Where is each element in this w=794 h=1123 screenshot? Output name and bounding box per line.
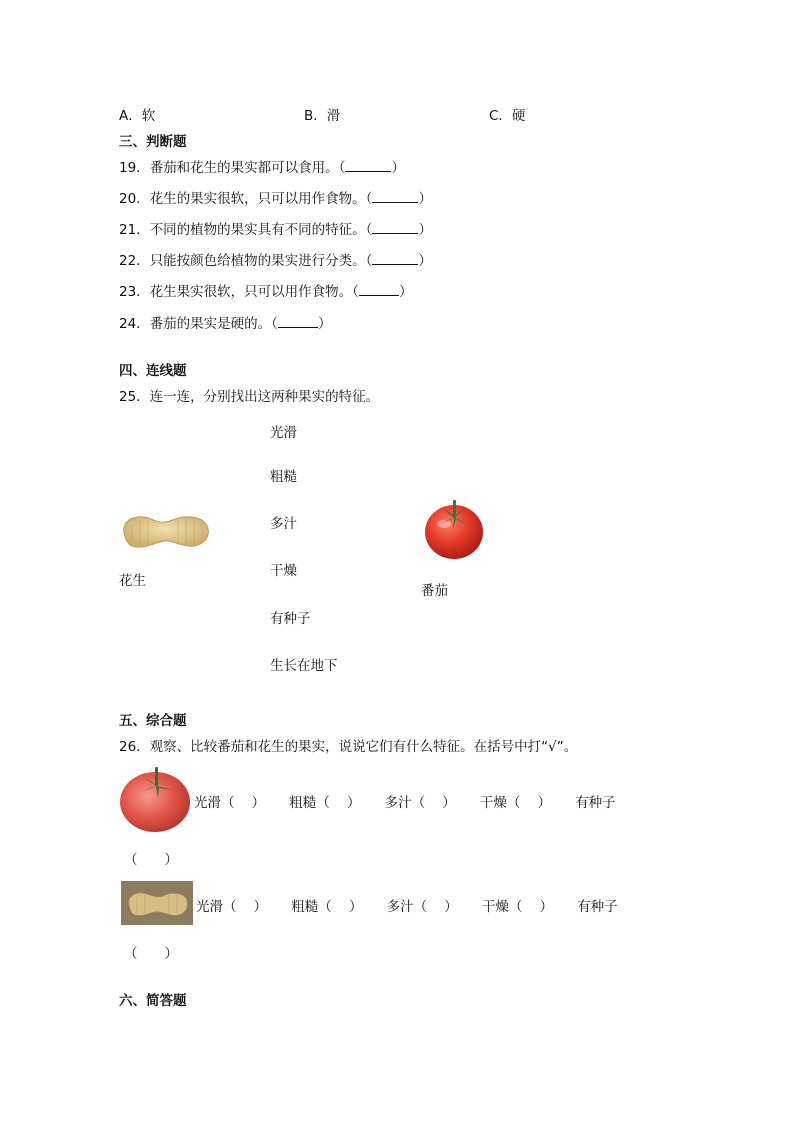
tomato-feature-row: 光滑（ ） 粗糙（ ） 多汁（ ） 干燥（ ） 有种子	[194, 791, 636, 811]
checkbox-bracket[interactable]: （ ）	[506, 795, 552, 811]
option-c: C．硬	[489, 108, 526, 124]
question-21: 21．不同的植物的果实具有不同的特征。（ ）	[119, 222, 432, 238]
option-a: A．软	[119, 108, 156, 124]
section-title-judgement: 三、判断题	[119, 134, 187, 150]
answer-blank[interactable]	[278, 315, 318, 328]
peanut-feature-row: 光滑（ ） 粗糙（ ） 多汁（ ） 干燥（ ） 有种子	[196, 895, 638, 915]
peanut-image	[118, 510, 214, 552]
answer-blank[interactable]	[372, 190, 418, 203]
feature-seeds: 有种子	[270, 611, 311, 627]
peanut-label: 花生	[119, 573, 146, 589]
peanut-image-photo	[121, 881, 193, 925]
feature-underground: 生长在地下	[270, 658, 338, 674]
checkbox-bracket[interactable]: （ ）	[413, 899, 458, 915]
question-22: 22．只能按颜色给植物的果实进行分类。（ ）	[119, 253, 432, 269]
checkbox-bracket[interactable]: （ ）	[318, 899, 363, 915]
answer-blank[interactable]	[372, 252, 418, 265]
checkbox-bracket[interactable]: （ ）	[223, 899, 268, 915]
question-25: 25．连一连，分别找出这两种果实的特征。	[119, 389, 380, 405]
answer-blank[interactable]	[372, 221, 418, 234]
answer-blank[interactable]	[345, 159, 391, 172]
question-19: 19．番茄和花生的果实都可以食用。（ ）	[119, 160, 405, 176]
section-title-matching: 四、连线题	[119, 363, 187, 379]
checkbox-bracket[interactable]: （ ）	[508, 899, 554, 915]
question-23: 23．花生果实很软，只可以用作食物。（ ）	[119, 284, 413, 300]
feature-rough: 粗糙	[270, 469, 297, 485]
answer-blank[interactable]	[359, 283, 399, 296]
question-24: 24．番茄的果实是硬的。（ ）	[119, 316, 332, 332]
tomato-image-large	[118, 764, 194, 834]
section-title-short-answer: 六、简答题	[119, 993, 187, 1009]
option-b: B．滑	[304, 108, 341, 124]
peanut-seeds-bracket[interactable]: （ ）	[124, 946, 178, 962]
feature-dry: 干燥	[270, 563, 297, 579]
section-title-comprehensive: 五、综合题	[119, 713, 187, 729]
checkbox-bracket[interactable]: （ ）	[316, 795, 361, 811]
checkbox-bracket[interactable]: （ ）	[221, 795, 266, 811]
tomato-seeds-bracket[interactable]: （ ）	[124, 852, 178, 868]
tomato-image	[420, 494, 486, 562]
feature-smooth: 光滑	[270, 425, 297, 441]
tomato-label: 番茄	[421, 583, 448, 599]
question-26: 26．观察、比较番茄和花生的果实，说说它们有什么特征。在括号中打“√”。	[119, 739, 578, 755]
checkbox-bracket[interactable]: （ ）	[411, 795, 456, 811]
question-20: 20．花生的果实很软，只可以用作食物。（ ）	[119, 191, 432, 207]
feature-juicy: 多汁	[270, 516, 297, 532]
